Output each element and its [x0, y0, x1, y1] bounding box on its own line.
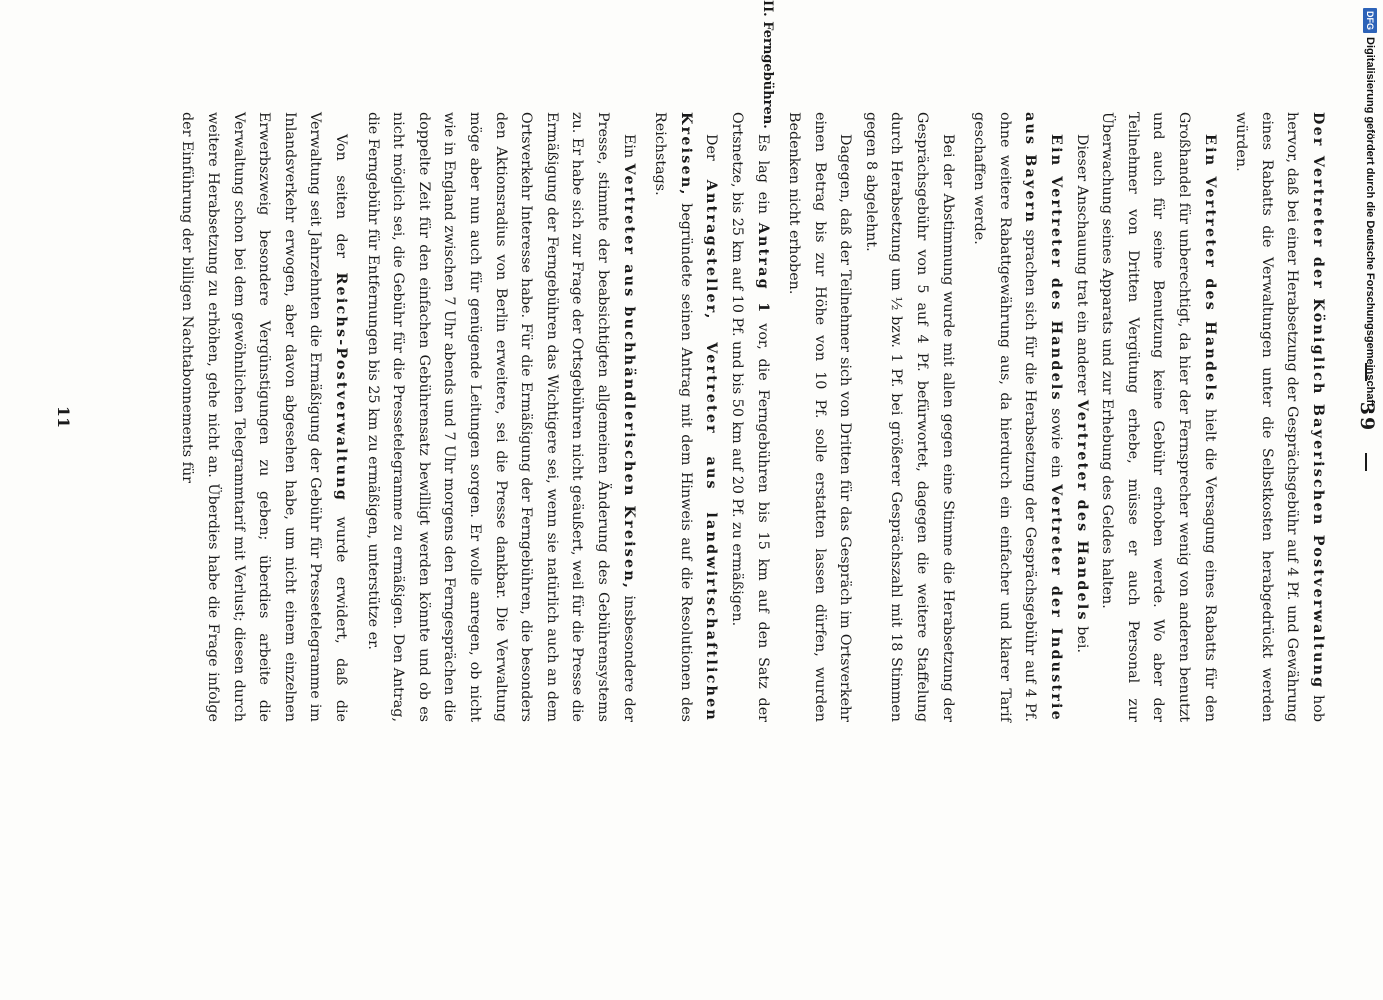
paragraph-text: insbesondere der Presse, stimmte der beabsichtigten allgemeinen Änderung des Gebührensystems zu. Er habe sich zur Frage der Ortsgebühren nicht geäußert, weil für die Presse die Ermäßigung der Ferngebühren das Wichtigere sei, wenn sie natürlich auch an dem Ortsverkehr Interesse habe. Für die Ermäßigung der Ferngebühren, die besonders den Aktionsradius von Berlin erweitere, sei die Presse dankbar. Die Verwaltung möge aber nun auch für genügende Leitungen sorgen. Er wolle anregen, ob nicht wie in England zwischen 7 Uhr abends und 7 Uhr morgens den Ferngesprächen die doppelte Zeit für den einfachen Gebührensatz bewilligt werden könnte und ob es nicht möglich sei, die Gebühr für die Pressetelegramme zu ermäßigen. Den Antrag, die Ferngebühr für Entfernungen bis 25 km zu ermäßigen, unterstütze er.: [364, 112, 637, 723]
motion-label: Antrag 1: [754, 222, 771, 315]
paragraph-text: hob hervor, daß bei einer Herabsetzung der Gesprächsgebühr auf 4 Pf. und Gewährung eines Rabatts die Verwaltungen unter die Selbstkosten herabgedrückt werden würden.: [1233, 112, 1326, 723]
paragraph-text: sowie ein: [1048, 408, 1065, 478]
paragraph-book-trade-press: [359, 112, 641, 722]
page-number: 39: [1356, 401, 1378, 433]
speaker-trade: Ein Vertreter des Handels: [1201, 134, 1218, 403]
paragraph-trade-industry-bavaria: [966, 112, 1068, 722]
paragraph-text: Dieser Anschauung trat ein anderer: [1073, 134, 1090, 396]
speaker-agriculture: Antragsteller, Vertreter aus landwirtschaftlichen Kreisen,: [677, 112, 720, 722]
paragraph-vote: Bei der Abstimmung wurde mit allen gegen eine Stimme die Herabsetzung der Gesprächsgebühr von 5 auf 4 Pf. befürwortet, dagegen die weitere Staffelung durch Herabsetzung um ½ bzw. 1 Pf. bei größerer Gesprächszahl mit 18 Stimmen gegen 8 abgelehnt.: [862, 112, 956, 722]
speaker-bavarian-postal: Der Vertreter der Königlich Bayerischen Postverwaltung: [1310, 112, 1326, 690]
digitization-credit: [1362, 8, 1382, 992]
spacer: [1222, 112, 1228, 722]
paragraph-text: Von seiten der: [333, 134, 350, 258]
section-ferngebuehren: [723, 0, 775, 722]
paragraph-text: begründete seinen Antrag mit dem Hinweis auf die Resolutionen des Reichstags.: [652, 112, 694, 722]
credit-line: [1360, 8, 1380, 992]
speaker-industry: Vertreter der Industrie aus Bayern: [1022, 112, 1065, 722]
paragraph-text: Der: [703, 134, 720, 161]
paragraph-other-trade-representative: [1068, 112, 1094, 722]
paragraph-bavarian-postal: [1228, 112, 1330, 722]
speaker-reich-postal: Reichs-Postverwaltung: [333, 272, 350, 503]
paragraph-third-party-fee: Dagegen, daß der Teilnehmer sich von Dritten für das Gespräch im Ortsverkehr einen Betrag bis zur Höhe von 10 Pf. solle erstatten lassen dürfen, wurden Bedenken nicht erhoben.: [786, 112, 854, 722]
paragraph-text: vor, die Ferngebühren bis 15 km auf den Satz der Ortsnetze, bis 25 km auf 10 Pf. und bis 50 km auf 20 Pf. zu ermäßigen.: [728, 112, 771, 722]
paragraph-text: sprachen sich für die Herabsetzung der Gesprächsgebühr auf 4 Pf. ohne weitere Rabattgewährung aus, da hierdurch ein einfacher und klarer Tarif geschaffen werde.: [971, 112, 1039, 722]
section-label: II. Ferngebühren.: [759, 0, 775, 129]
paragraph-reich-postal-reply: [174, 112, 353, 722]
credit-text: Digitalisierung gefördert durch die Deutsche Forschungsgemeinschaft -: [1364, 37, 1376, 414]
speaker-trade: Ein Vertreter des Handels: [1048, 134, 1065, 402]
paragraph-text: wurde erwidert, daß die Verwaltung seit Jahrzehnten die Ermäßigung der Gebühr für Pressetelegramme im Inlandsverkehr erwogen, aber davon abgesehen habe, um nicht einem einzelnen Erwerbszweig besondere Vergünstigungen zu geben; überdies arbeite die Verwaltung schon bei dem gewöhnlichen Telegrammtarif mit Verlust; diesen durch weitere Herabsetzung zu erhöhen, gehe nicht an. Überdies habe die Frage infolge der Einführung der billigen Nachtabonnements für: [179, 112, 350, 723]
paragraph-trade-representative: [1094, 112, 1222, 722]
dfg-logo: DFG: [1363, 8, 1377, 33]
speaker-trade: Vertreter des Handels: [1073, 399, 1090, 622]
speaker-book-trade: Vertreter aus buchhändlerischen Kreisen,: [620, 163, 637, 591]
paragraph-text: Ein: [620, 134, 637, 159]
spacer: [641, 112, 647, 722]
paragraph-text: bei.: [1073, 626, 1090, 654]
signature-mark: 11: [54, 405, 73, 429]
paragraph-motion-1: [723, 112, 774, 722]
paragraph-text: Es lag ein: [754, 134, 771, 214]
paragraph-applicant: [647, 112, 724, 722]
paragraph-text: hielt die Versagung eines Rabatts für den Großhandel für unberechtigt, da hier der Fernsprecher wenig von anderen benutzt und auch für seine Benutzung keine Gebühr erhoben werde. Wo aber der Teilnehmer von Dritten Vergütung erhebe, müsse er auch Personal zur Überwachung seines Apparats und zur Erhebung des Geldes halten.: [1099, 112, 1218, 722]
